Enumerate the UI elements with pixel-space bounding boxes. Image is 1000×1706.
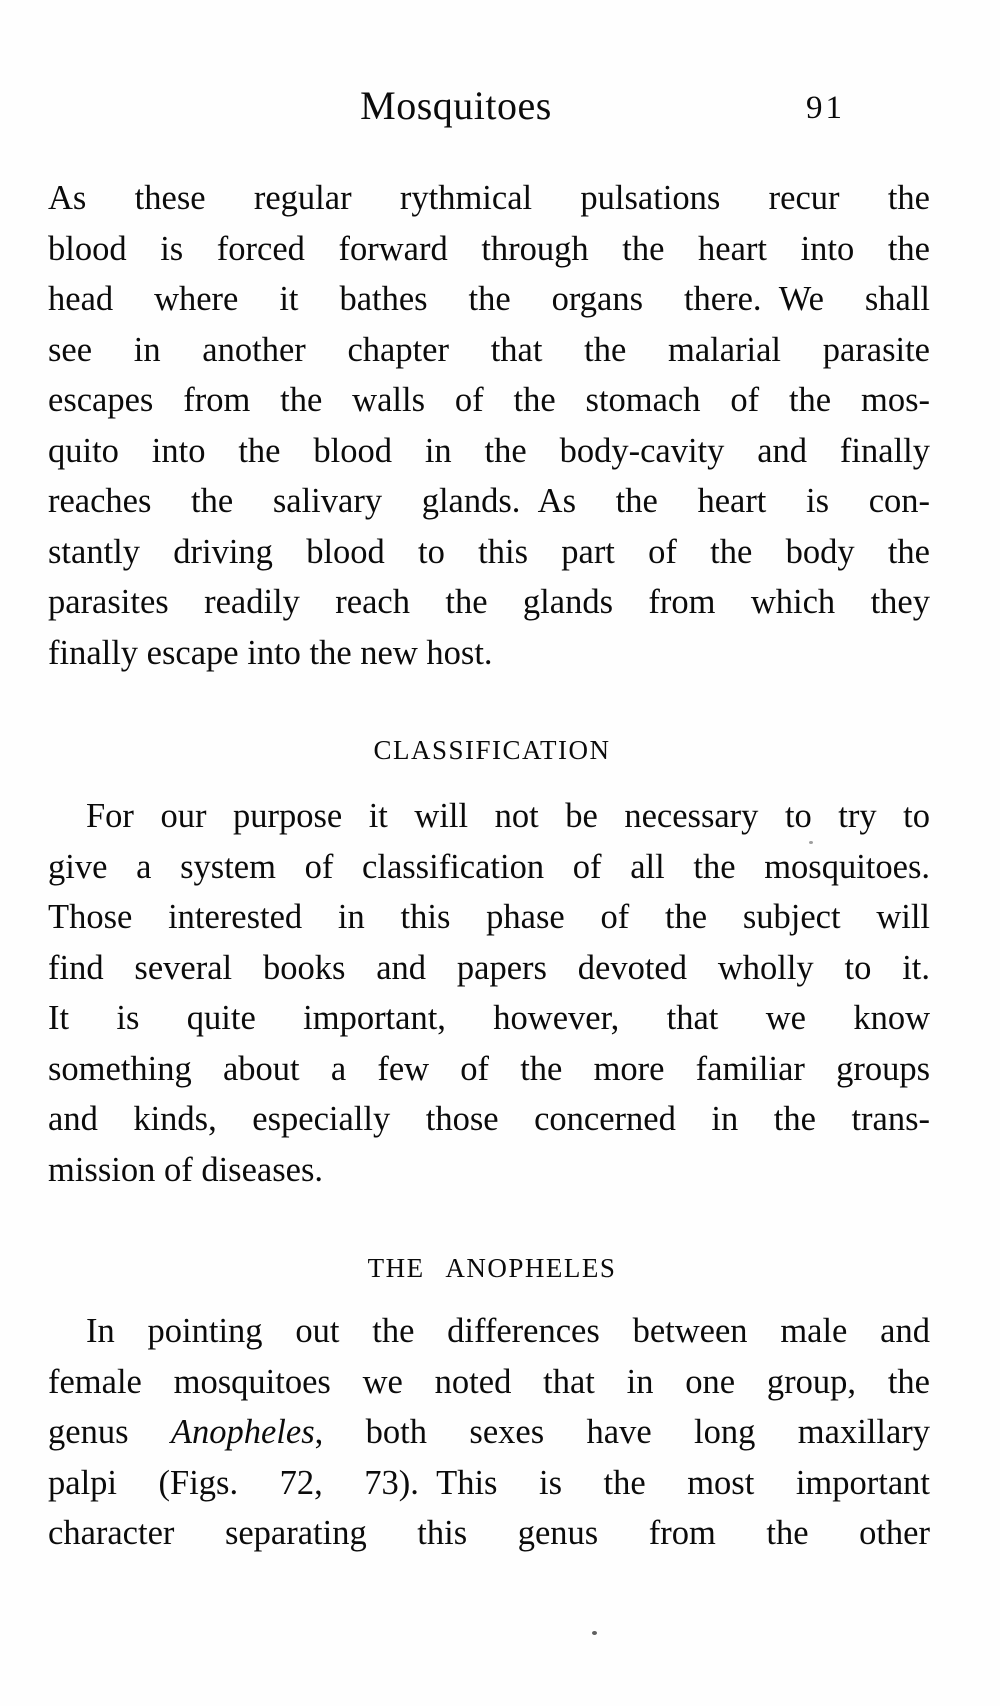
text-line: finally escape into the new host. — [48, 633, 493, 672]
text-line: blood is forced forward through the heart into the — [48, 229, 930, 268]
paragraph-3 — [48, 1306, 930, 1559]
text-line: parasites readily reach the glands from which they — [48, 583, 930, 621]
text-line: As these regular rythmical pulsations recur the — [48, 179, 930, 217]
text-line: In pointing out the differences between male and — [86, 1312, 930, 1350]
text-line: and kinds, especially those concerned in the trans- — [48, 1100, 930, 1138]
text-line: something about a few of the more familiar groups — [48, 1049, 930, 1088]
text-line: It is quite important, however, that we know — [48, 999, 930, 1037]
section-heading-anopheles: THE ANOPHELES — [367, 1253, 617, 1283]
paragraph-2 — [48, 791, 930, 1195]
running-title: Mosquitoes — [360, 83, 552, 128]
scan-speck — [809, 841, 813, 844]
text-fragment: genus — [48, 1413, 171, 1451]
text-line: escapes from the walls of the stomach of the mos- — [48, 381, 930, 419]
paragraph-1 — [48, 173, 930, 678]
text-line: female mosquitoes we noted that in one group, the — [48, 1362, 930, 1401]
text-line — [48, 1407, 930, 1458]
section-heading-classification: CLASSIFICATION — [373, 735, 611, 765]
text-line: quito into the blood in the body-cavity and finally — [48, 431, 930, 470]
text-line: find several books and papers devoted wholly to it. — [48, 948, 930, 987]
genus-name-italic: Anopheles — [170, 1413, 315, 1451]
text-line: For our purpose it will not be necessary to try to — [86, 797, 930, 835]
text-line: reaches the salivary glands. As the heart is con- — [48, 482, 930, 520]
scan-speck — [592, 1631, 597, 1635]
text-line: head where it bathes the organs there. We shall — [48, 280, 930, 318]
text-line: Those interested in this phase of the subject will — [48, 898, 930, 936]
text-line: stantly driving blood to this part of the body the — [48, 532, 930, 571]
text-line: mission of diseases. — [48, 1150, 324, 1189]
text-line: give a system of classification of all the mosquitoes. — [48, 847, 930, 886]
page-number: 91 — [806, 90, 845, 126]
text-line: palpi (Figs. 72, 73). This is the most important — [48, 1463, 930, 1502]
text-fragment: , both sexes have long maxillary — [314, 1413, 930, 1451]
text-line: see in another chapter that the malarial parasite — [48, 330, 930, 369]
text-line: character separating this genus from the other — [48, 1514, 930, 1552]
